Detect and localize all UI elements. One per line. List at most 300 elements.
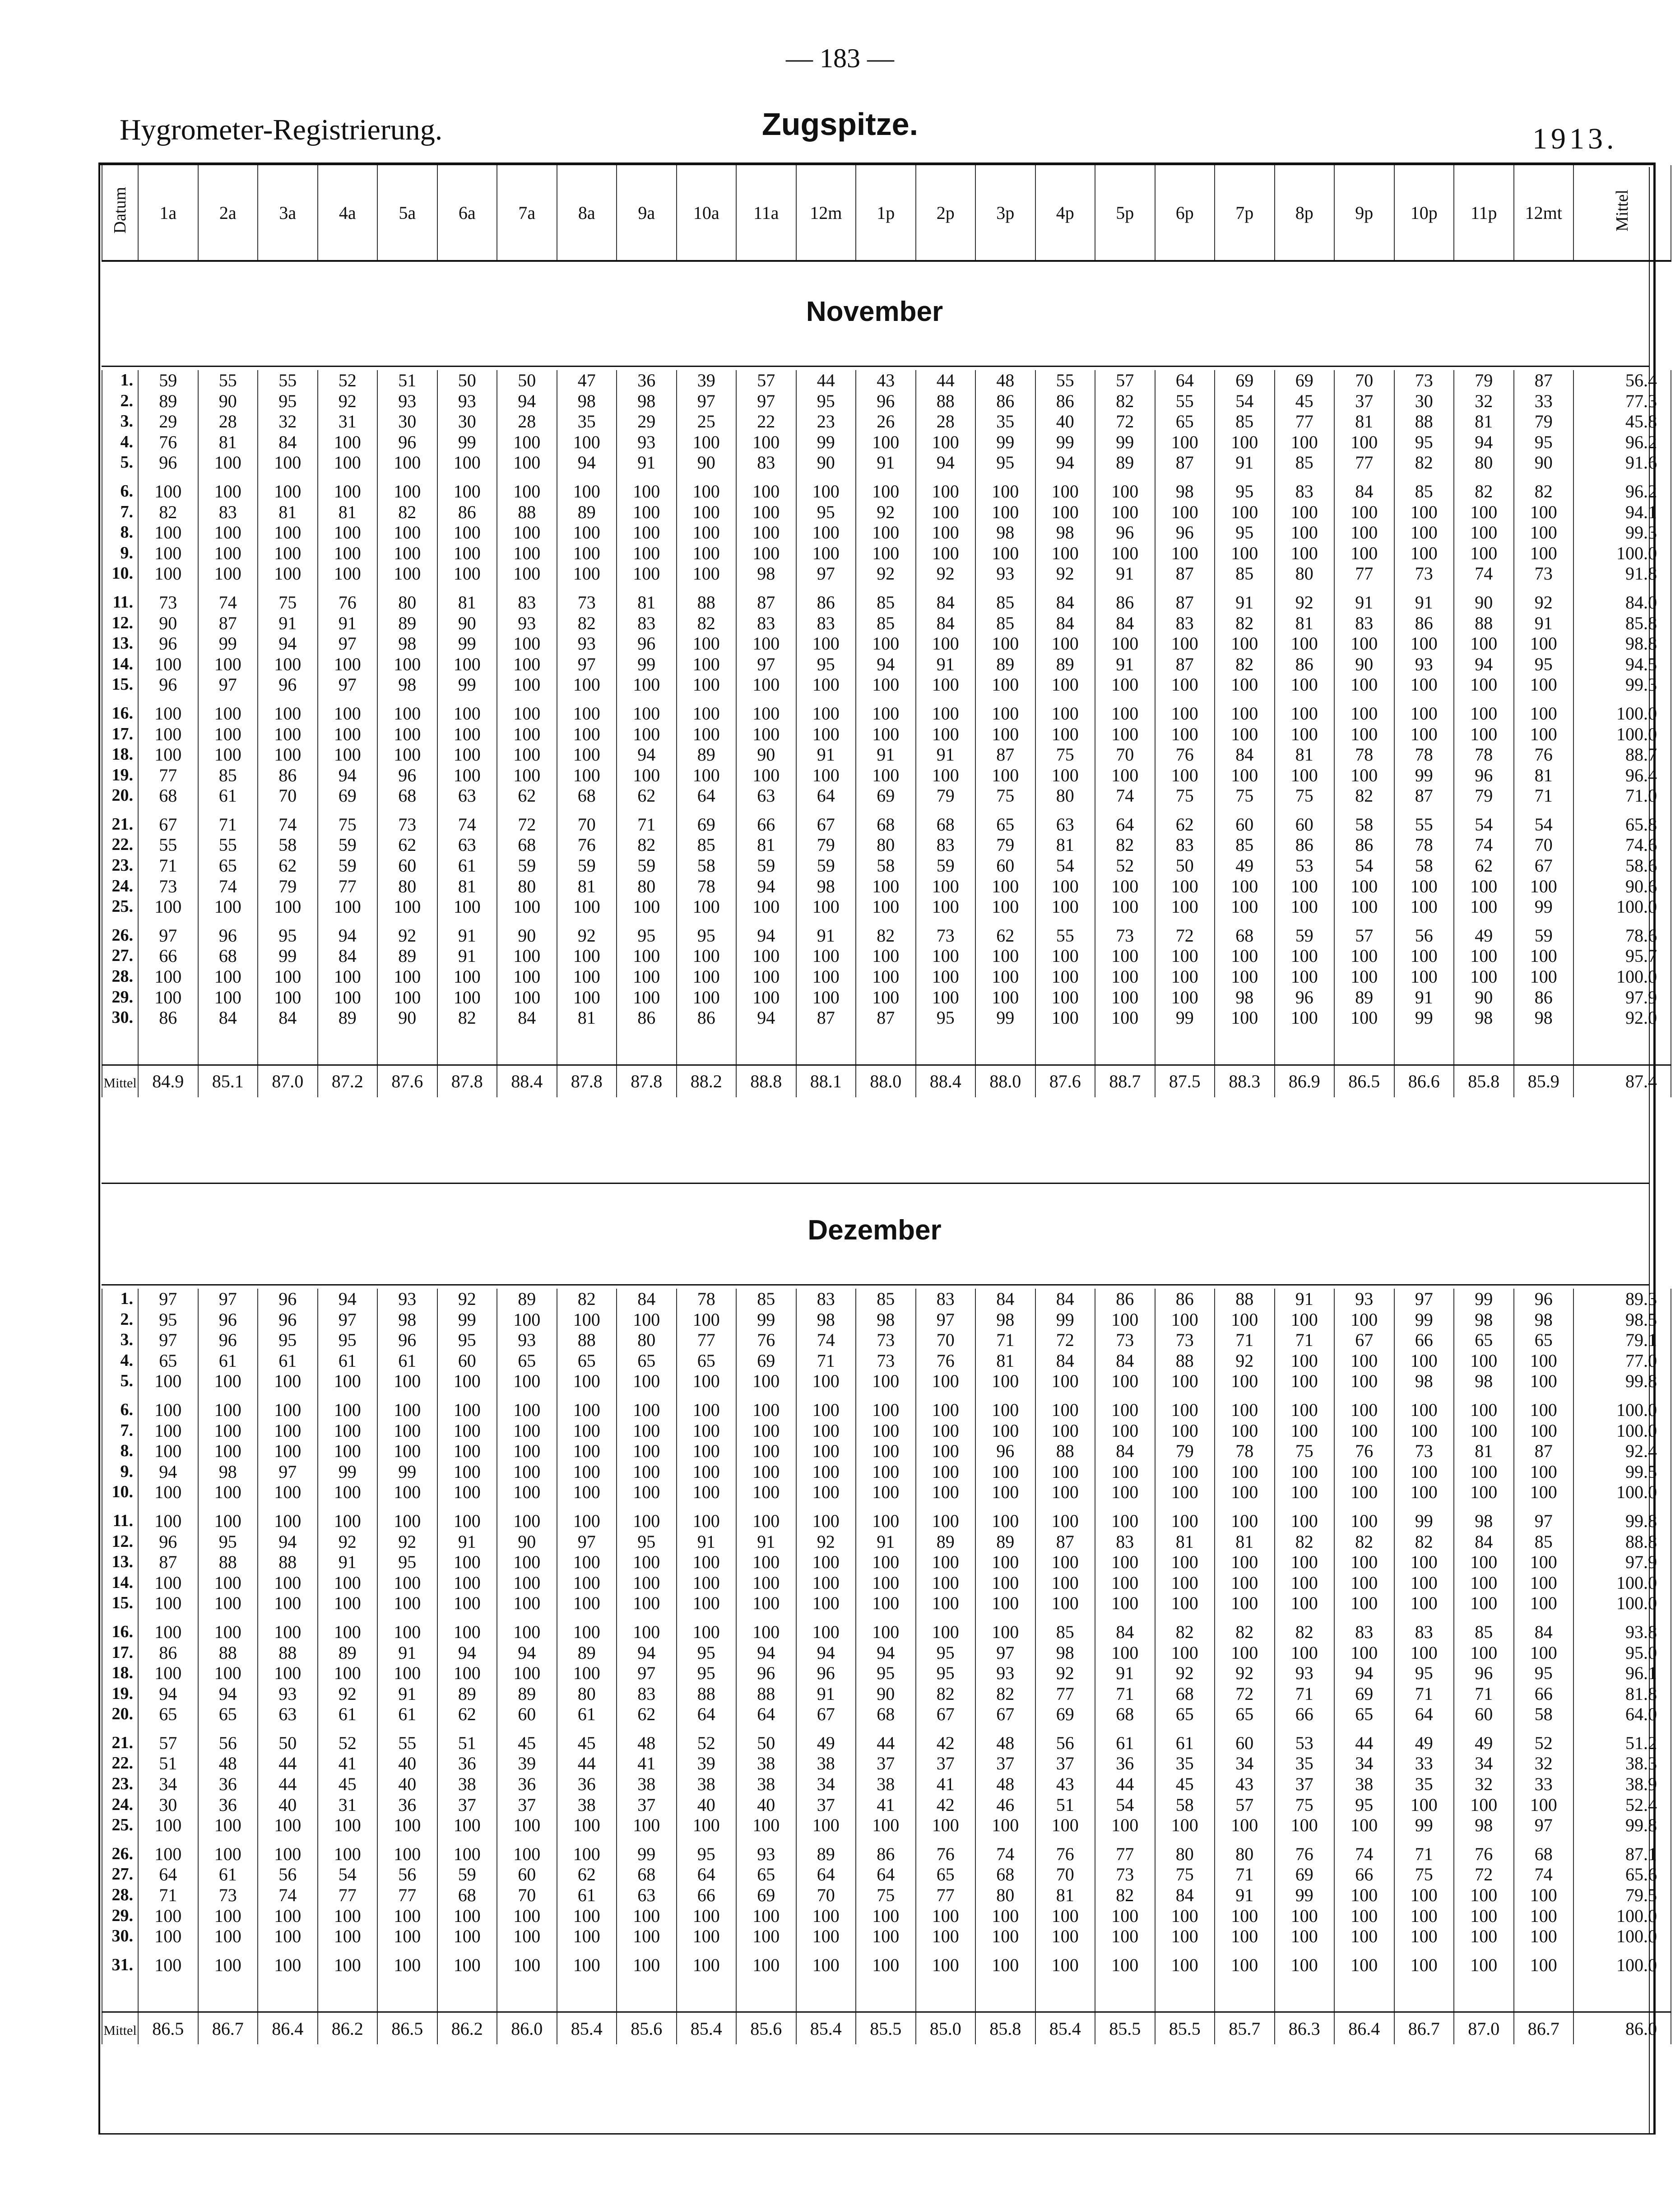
day-label: 9. (102, 1462, 138, 1482)
humidity-cell: 89 (677, 744, 737, 765)
header-hour: 1a (138, 165, 198, 261)
day-label: 7. (102, 502, 138, 523)
mittel-cell: 85.6 (617, 2012, 677, 2045)
mittel-row (102, 2012, 1671, 2045)
humidity-cell: 69 (736, 1351, 796, 1371)
humidity-cell: 91 (437, 925, 497, 946)
table-row (102, 1552, 1671, 1573)
humidity-cell: 60 (377, 855, 437, 876)
humidity-cell: 100 (736, 543, 796, 564)
humidity-cell: 100 (1334, 633, 1394, 654)
humidity-cell: 100 (1334, 1815, 1394, 1836)
humidity-cell: 80 (497, 876, 557, 897)
humidity-cell: 100 (856, 1400, 916, 1420)
humidity-cell: 92 (1215, 1351, 1275, 1371)
humidity-cell: 37 (497, 1795, 557, 1815)
humidity-cell: 66 (736, 814, 796, 835)
humidity-cell: 100 (497, 1482, 557, 1503)
humidity-cell: 54 (1514, 814, 1574, 835)
humidity-cell: 73 (1095, 925, 1155, 946)
humidity-cell: 100 (796, 946, 856, 966)
year-label: 1913. (1532, 122, 1618, 155)
humidity-cell: 100 (318, 1926, 378, 1947)
humidity-cell: 100 (258, 1926, 318, 1947)
humidity-cell: 100 (1334, 1643, 1394, 1663)
humidity-cell: 80 (975, 1885, 1035, 1906)
humidity-cell: 99 (437, 1309, 497, 1330)
humidity-cell: 47 (557, 370, 617, 391)
humidity-cell: 100 (198, 543, 258, 564)
day-label: 6. (102, 481, 138, 502)
humidity-cell: 100 (1095, 724, 1155, 745)
day-label: 11. (102, 1511, 138, 1532)
humidity-cell: 100 (677, 1462, 737, 1482)
humidity-cell: 100 (198, 1593, 258, 1614)
humidity-cell: 74 (258, 814, 318, 835)
humidity-cell: 77 (318, 1885, 378, 1906)
humidity-cell: 84 (1514, 1622, 1574, 1643)
humidity-cell: 100 (1394, 1906, 1454, 1926)
humidity-cell: 100 (377, 1400, 437, 1420)
mittel-cell: 88.8 (736, 1065, 796, 1097)
humidity-cell: 97 (796, 563, 856, 584)
humidity-cell: 98 (796, 876, 856, 897)
humidity-cell: 61 (1155, 1733, 1215, 1754)
day-mean: 100.0 (1573, 1955, 1671, 1976)
humidity-cell: 100 (677, 1400, 737, 1420)
humidity-cell: 81 (1275, 744, 1335, 765)
humidity-cell: 81 (437, 592, 497, 613)
day-label: 3. (102, 1330, 138, 1351)
humidity-cell: 90 (497, 925, 557, 946)
humidity-cell: 99 (437, 633, 497, 654)
humidity-cell: 100 (856, 674, 916, 695)
humidity-cell: 100 (318, 481, 378, 502)
humidity-cell: 64 (856, 1864, 916, 1885)
humidity-cell: 98 (1394, 1371, 1454, 1392)
humidity-cell: 89 (1334, 987, 1394, 1008)
humidity-cell: 100 (975, 1371, 1035, 1392)
humidity-cell: 100 (1454, 1573, 1514, 1593)
humidity-cell: 100 (1394, 543, 1454, 564)
humidity-cell: 100 (1394, 1482, 1454, 1503)
humidity-cell: 100 (1095, 1420, 1155, 1441)
humidity-cell: 81 (1275, 613, 1335, 634)
humidity-cell: 100 (916, 1926, 976, 1947)
divider (102, 366, 1650, 367)
humidity-cell: 100 (1514, 1552, 1574, 1573)
humidity-cell: 100 (557, 896, 617, 917)
humidity-cell: 100 (856, 946, 916, 966)
humidity-cell: 100 (138, 1420, 198, 1441)
humidity-cell: 48 (975, 370, 1035, 391)
humidity-cell: 80 (1454, 452, 1514, 473)
humidity-cell: 100 (437, 1906, 497, 1926)
humidity-cell: 100 (318, 966, 378, 987)
humidity-cell: 91 (377, 1684, 437, 1704)
header-datum: Datum (102, 165, 138, 261)
day-label: 1. (102, 1289, 138, 1309)
day-label: 22. (102, 1753, 138, 1774)
humidity-cell: 100 (557, 1441, 617, 1462)
humidity-cell: 100 (318, 1371, 378, 1392)
humidity-cell: 100 (497, 1400, 557, 1420)
humidity-cell: 100 (1514, 1462, 1574, 1482)
humidity-cell: 82 (1394, 1532, 1454, 1552)
humidity-cell: 85 (1215, 411, 1275, 432)
humidity-cell: 100 (1514, 1420, 1574, 1441)
humidity-cell: 100 (1394, 966, 1454, 987)
header-hour: 4a (318, 165, 378, 261)
humidity-cell: 65 (617, 1351, 677, 1371)
humidity-cell: 96 (138, 674, 198, 695)
humidity-cell: 100 (1215, 946, 1275, 966)
humidity-cell: 66 (1394, 1330, 1454, 1351)
humidity-cell: 100 (138, 1511, 198, 1532)
humidity-cell: 98 (1514, 1007, 1574, 1028)
humidity-cell: 100 (557, 987, 617, 1008)
humidity-cell: 86 (1155, 1289, 1215, 1309)
humidity-cell: 82 (617, 835, 677, 855)
humidity-cell: 97 (1394, 1289, 1454, 1309)
mittel-cell: 85.7 (1215, 2012, 1275, 2045)
humidity-cell: 100 (736, 1815, 796, 1836)
humidity-cell: 100 (437, 1593, 497, 1614)
humidity-cell: 100 (1514, 946, 1574, 966)
humidity-cell: 97 (258, 1462, 318, 1482)
table-row (102, 411, 1671, 432)
humidity-cell: 88 (1454, 613, 1514, 634)
humidity-cell: 87 (1514, 1441, 1574, 1462)
humidity-cell: 86 (677, 1007, 737, 1028)
humidity-cell: 91 (437, 946, 497, 966)
humidity-cell: 100 (617, 1371, 677, 1392)
humidity-cell: 100 (736, 1926, 796, 1947)
humidity-cell: 64 (736, 1704, 796, 1725)
humidity-cell: 100 (557, 481, 617, 502)
humidity-cell: 100 (1155, 1400, 1215, 1420)
divider (102, 1284, 1650, 1286)
humidity-cell: 64 (677, 1704, 737, 1725)
humidity-cell: 100 (1334, 946, 1394, 966)
humidity-cell: 100 (497, 674, 557, 695)
table-row (102, 724, 1671, 745)
humidity-cell: 88 (1394, 411, 1454, 432)
humidity-cell: 100 (318, 1844, 378, 1865)
humidity-cell: 100 (916, 481, 976, 502)
humidity-cell: 87 (1035, 1532, 1095, 1552)
humidity-cell: 100 (1215, 896, 1275, 917)
humidity-cell: 100 (138, 654, 198, 675)
humidity-cell: 100 (1155, 1511, 1215, 1532)
humidity-cell: 73 (856, 1351, 916, 1371)
humidity-cell: 32 (1514, 1753, 1574, 1774)
humidity-cell: 100 (856, 543, 916, 564)
humidity-cell: 65 (138, 1351, 198, 1371)
humidity-cell: 100 (1155, 966, 1215, 987)
humidity-cell: 100 (557, 1552, 617, 1573)
humidity-cell: 86 (796, 592, 856, 613)
humidity-cell: 67 (1334, 1330, 1394, 1351)
humidity-cell: 100 (1155, 1552, 1215, 1573)
humidity-cell: 100 (557, 966, 617, 987)
humidity-cell: 41 (856, 1795, 916, 1815)
humidity-cell: 100 (557, 946, 617, 966)
humidity-cell: 99 (1035, 1309, 1095, 1330)
humidity-cell: 100 (1275, 1815, 1335, 1836)
humidity-cell: 100 (437, 481, 497, 502)
humidity-cell: 100 (377, 896, 437, 917)
humidity-cell: 76 (1454, 1844, 1514, 1865)
humidity-cell: 67 (1514, 855, 1574, 876)
humidity-cell: 57 (736, 370, 796, 391)
humidity-cell: 95 (377, 1552, 437, 1573)
humidity-cell: 100 (856, 1462, 916, 1482)
humidity-cell: 97 (138, 1330, 198, 1351)
humidity-cell: 100 (437, 522, 497, 543)
table-row (102, 1482, 1671, 1503)
humidity-cell: 93 (736, 1844, 796, 1865)
humidity-cell: 50 (258, 1733, 318, 1754)
mittel-mean: 87.4 (1573, 1065, 1671, 1097)
header-mittel: Mittel (1573, 165, 1671, 261)
day-mean: 100.0 (1573, 966, 1671, 987)
humidity-cell: 100 (856, 633, 916, 654)
humidity-cell: 70 (497, 1885, 557, 1906)
humidity-cell: 71 (198, 814, 258, 835)
humidity-cell: 99 (1454, 1289, 1514, 1309)
humidity-cell: 35 (557, 411, 617, 432)
humidity-cell: 100 (1514, 1955, 1574, 1976)
humidity-cell: 28 (916, 411, 976, 432)
humidity-cell: 89 (318, 1007, 378, 1028)
humidity-cell: 90 (736, 744, 796, 765)
humidity-cell: 40 (1035, 411, 1095, 432)
humidity-cell: 63 (617, 1885, 677, 1906)
humidity-cell: 78 (1215, 1441, 1275, 1462)
header-hour: 3a (258, 165, 318, 261)
humidity-cell: 100 (198, 1400, 258, 1420)
humidity-cell: 59 (437, 1864, 497, 1885)
humidity-cell: 68 (377, 785, 437, 806)
humidity-cell: 92 (1035, 563, 1095, 584)
humidity-cell: 100 (617, 896, 677, 917)
humidity-cell: 100 (258, 452, 318, 473)
humidity-cell: 84 (916, 613, 976, 634)
humidity-cell: 96 (975, 1441, 1035, 1462)
humidity-cell: 100 (1035, 876, 1095, 897)
day-mean: 93.8 (1573, 1622, 1671, 1643)
humidity-cell: 86 (617, 1007, 677, 1028)
humidity-cell: 85 (1035, 1622, 1095, 1643)
humidity-cell: 100 (617, 481, 677, 502)
humidity-cell: 97 (318, 674, 378, 695)
humidity-cell: 98 (1514, 1309, 1574, 1330)
header-hour: 8p (1275, 165, 1335, 261)
humidity-cell: 100 (856, 876, 916, 897)
mittel-cell: 85.1 (198, 1065, 258, 1097)
humidity-cell: 100 (377, 563, 437, 584)
humidity-cell: 100 (377, 703, 437, 724)
humidity-cell: 100 (1095, 1926, 1155, 1947)
humidity-cell: 83 (1334, 1622, 1394, 1643)
mittel-mean: 86.0 (1573, 2012, 1671, 2045)
humidity-cell: 85 (856, 1289, 916, 1309)
mittel-label: Mittel (102, 1065, 138, 1097)
day-label: 11. (102, 592, 138, 613)
humidity-cell: 70 (557, 814, 617, 835)
mittel-cell: 88.1 (796, 1065, 856, 1097)
humidity-cell: 100 (1275, 674, 1335, 695)
table-row (102, 391, 1671, 412)
humidity-cell: 69 (736, 1885, 796, 1906)
humidity-cell: 100 (1035, 543, 1095, 564)
humidity-cell: 80 (617, 1330, 677, 1351)
humidity-cell: 100 (1454, 1906, 1514, 1926)
humidity-cell: 100 (1035, 765, 1095, 786)
humidity-cell: 100 (1454, 1400, 1514, 1420)
humidity-cell: 95 (1334, 1795, 1394, 1815)
humidity-cell: 100 (617, 1593, 677, 1614)
table-row (102, 896, 1671, 917)
humidity-cell: 92 (437, 1289, 497, 1309)
humidity-cell: 100 (1215, 1511, 1275, 1532)
humidity-cell: 95 (796, 391, 856, 412)
day-mean: 56.4 (1573, 370, 1671, 391)
humidity-cell: 75 (1394, 1864, 1454, 1885)
humidity-cell: 85 (1215, 835, 1275, 855)
humidity-cell: 96 (796, 1663, 856, 1684)
humidity-cell: 94 (736, 1007, 796, 1028)
humidity-cell: 44 (258, 1774, 318, 1795)
day-label: 19. (102, 765, 138, 786)
humidity-cell: 100 (557, 1815, 617, 1836)
table-row (102, 1511, 1671, 1532)
humidity-cell: 89 (138, 391, 198, 412)
humidity-cell: 92 (557, 925, 617, 946)
humidity-cell: 100 (1394, 1795, 1454, 1815)
humidity-cell: 91 (1514, 613, 1574, 634)
humidity-cell: 84 (318, 946, 378, 966)
humidity-cell: 100 (497, 1815, 557, 1836)
humidity-cell: 100 (1035, 1955, 1095, 1976)
humidity-cell: 81 (1454, 411, 1514, 432)
humidity-cell: 80 (856, 835, 916, 855)
humidity-cell: 94 (1035, 452, 1095, 473)
humidity-cell: 100 (1035, 1552, 1095, 1573)
humidity-cell: 95 (138, 1309, 198, 1330)
humidity-cell: 54 (1215, 391, 1275, 412)
humidity-cell: 100 (377, 1955, 437, 1976)
humidity-cell: 100 (617, 522, 677, 543)
humidity-cell: 100 (975, 1420, 1035, 1441)
humidity-cell: 75 (1275, 1795, 1335, 1815)
humidity-cell: 100 (1454, 1552, 1514, 1573)
humidity-cell: 99 (1394, 1511, 1454, 1532)
humidity-cell: 100 (258, 1844, 318, 1865)
humidity-cell: 88 (916, 391, 976, 412)
humidity-cell: 89 (796, 1844, 856, 1865)
humidity-cell: 98 (1454, 1371, 1514, 1392)
humidity-cell: 59 (318, 855, 378, 876)
humidity-cell: 86 (1334, 835, 1394, 855)
humidity-cell: 100 (497, 1371, 557, 1392)
humidity-cell: 79 (1454, 785, 1514, 806)
humidity-cell: 40 (377, 1774, 437, 1795)
day-label: 23. (102, 855, 138, 876)
humidity-cell: 63 (258, 1704, 318, 1725)
humidity-cell: 73 (1394, 370, 1454, 391)
humidity-cell: 66 (1514, 1684, 1574, 1704)
humidity-cell: 33 (1514, 391, 1574, 412)
humidity-cell: 99 (198, 633, 258, 654)
day-label: 29. (102, 1906, 138, 1926)
humidity-cell: 89 (1035, 654, 1095, 675)
humidity-cell: 34 (1334, 1753, 1394, 1774)
humidity-cell: 100 (318, 1906, 378, 1926)
humidity-cell: 65 (1215, 1704, 1275, 1725)
humidity-cell: 100 (318, 452, 378, 473)
humidity-cell: 100 (497, 966, 557, 987)
humidity-cell: 100 (856, 724, 916, 745)
humidity-cell: 100 (796, 1552, 856, 1573)
humidity-cell: 96 (198, 1330, 258, 1351)
day-label: 5. (102, 452, 138, 473)
humidity-cell: 84 (1035, 592, 1095, 613)
humidity-cell: 77 (318, 876, 378, 897)
humidity-cell: 87 (1155, 563, 1215, 584)
humidity-cell: 100 (557, 744, 617, 765)
header-hour: 10a (677, 165, 737, 261)
humidity-cell: 94 (497, 1643, 557, 1663)
humidity-cell: 57 (1215, 1795, 1275, 1815)
humidity-cell: 71 (1095, 1684, 1155, 1704)
humidity-cell: 74 (198, 876, 258, 897)
humidity-cell: 100 (437, 1420, 497, 1441)
humidity-cell: 92 (796, 1532, 856, 1552)
humidity-cell: 100 (975, 1593, 1035, 1614)
humidity-cell: 100 (377, 1482, 437, 1503)
humidity-cell: 100 (1155, 1462, 1215, 1482)
humidity-cell: 81 (1215, 1532, 1275, 1552)
humidity-cell: 98 (975, 1309, 1035, 1330)
day-label: 21. (102, 814, 138, 835)
mittel-cell: 86.4 (258, 2012, 318, 2045)
humidity-cell: 78 (677, 876, 737, 897)
day-label: 14. (102, 654, 138, 675)
humidity-cell: 100 (437, 1462, 497, 1482)
humidity-cell: 100 (318, 563, 378, 584)
humidity-cell: 93 (497, 613, 557, 634)
humidity-cell: 100 (677, 633, 737, 654)
table-row (102, 814, 1671, 835)
humidity-cell: 100 (497, 1622, 557, 1643)
humidity-cell: 94 (1454, 432, 1514, 453)
humidity-cell: 90 (138, 613, 198, 634)
humidity-cell: 100 (138, 1906, 198, 1926)
humidity-cell: 96 (856, 391, 916, 412)
mittel-cell: 88.4 (916, 1065, 976, 1097)
humidity-cell: 100 (1215, 633, 1275, 654)
day-label: 18. (102, 1663, 138, 1684)
humidity-cell: 95 (677, 1643, 737, 1663)
humidity-cell: 95 (198, 1532, 258, 1552)
humidity-cell: 95 (617, 925, 677, 946)
humidity-cell: 44 (1095, 1774, 1155, 1795)
humidity-cell: 100 (1454, 1955, 1514, 1976)
humidity-cell: 60 (437, 1351, 497, 1371)
humidity-cell: 100 (617, 765, 677, 786)
